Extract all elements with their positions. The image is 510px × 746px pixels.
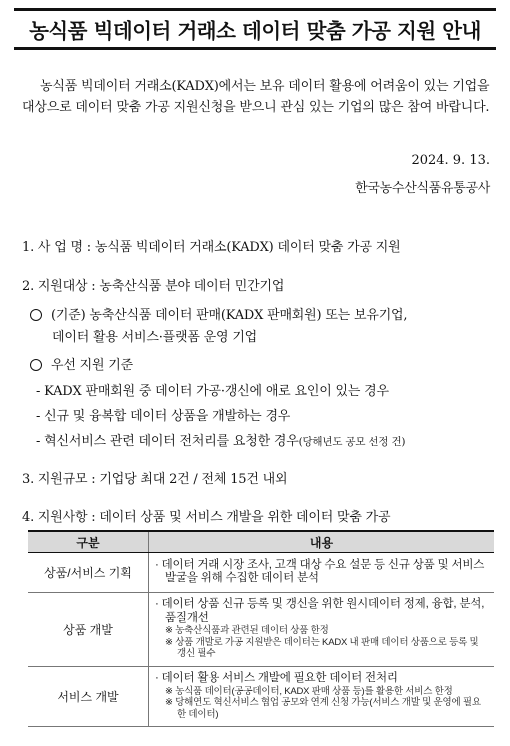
row-category: 서비스 개발: [28, 667, 149, 727]
row-bullet: · 데이터 활용 서비스 개발에 필요한 데이터 전처리: [155, 672, 398, 684]
support-scale: 3. 지원규모 : 기업당 최대 2건 / 전체 15건 내외: [22, 472, 288, 487]
priority-title-text: 우선 지원 기준: [51, 358, 134, 373]
circle-bullet-icon: [30, 309, 42, 321]
priority-item-3-text: - 혁신서비스 관련 데이터 전처리를 요청한 경우: [36, 434, 299, 449]
row-note: ※ 농축산식품과 관련된 데이터 상품 한정: [165, 625, 329, 637]
row-category: 상품/서비스 기획: [28, 553, 149, 593]
support-content: 4. 지원사항 : 데이터 상품 및 서비스 개발을 위한 데이터 맞춤 가공: [22, 510, 391, 525]
header-category: 구분: [28, 531, 149, 553]
row-note: ※ 당해연도 혁신서비스 협업 공모와 연계 신청 가능(서비스 개발 및 운영에 필요한 데이터): [165, 697, 481, 720]
target-base-line2: 데이터 활용 서비스·플랫폼 운영 기업: [52, 330, 258, 345]
priority-title: [30, 354, 133, 373]
row-content: [149, 667, 495, 727]
business-name: 1. 사 업 명 : 농식품 빅데이터 거래소(KADX) 데이터 맞춤 가공 지원: [22, 240, 401, 255]
row-content: [149, 593, 495, 667]
table-row: [28, 593, 494, 667]
table-header-row: [28, 531, 494, 553]
page-title: 농식품 빅데이터 거래소 데이터 맞춤 가공 지원 안내: [29, 19, 481, 43]
target-base-text: (기준) 농축산식품 데이터 판매(KADX 판매회원) 또는 보유기업,: [51, 308, 408, 323]
support-target: 2. 지원대상 : 농축산식품 분야 데이터 민간기업: [22, 279, 285, 294]
row-bullet: · 데이터 거래 시장 조사, 고객 대상 수요 설문 등 신규 상품 및 서비스 발굴을 위해 수집한 데이터 분석: [155, 558, 485, 584]
support-table: [28, 530, 494, 727]
organization-name: 한국농수산식품유통공사: [355, 181, 490, 196]
table-row: [28, 667, 494, 727]
title-box: [14, 8, 496, 50]
priority-item-3-note: (당해년도 공모 선정 건): [298, 436, 406, 448]
target-base-line1: [30, 304, 407, 323]
priority-item-1: - KADX 판매회원 중 데이터 가공·갱신에 애로 요인이 있는 경우: [36, 384, 389, 399]
header-content: 내용: [149, 531, 495, 553]
notice-date: 2024. 9. 13.: [411, 153, 490, 168]
circle-bullet-icon: [30, 359, 42, 371]
row-note: ※ 상품 개발로 가공 지원받은 데이터는 KADX 내 판매 데이터 상품으로 등록 및 갱신 필수: [165, 636, 479, 660]
priority-item-2: - 신규 및 융복합 데이터 상품을 개발하는 경우: [36, 409, 291, 424]
priority-item-3: [36, 430, 405, 449]
intro-paragraph: 농식품 빅데이터 거래소(KADX)에서는 보유 데이터 활용에 어려움이 있는 기업을 대상으로 데이터 맞춤 가공 지원신청을 받으니 관심 있는 기업의 많은 참여 바랍니다.: [22, 79, 490, 115]
table-row: [28, 553, 494, 593]
row-content: [149, 553, 495, 593]
row-bullet: · 데이터 상품 신규 등록 및 갱신을 위한 원시데이터 정제, 융합, 분석, 품질개선: [155, 598, 485, 624]
row-note: ※ 농식품 데이터(공공데이터, KADX 판매 상품 등)를 활용한 서비스 한정: [165, 685, 453, 697]
row-category: 상품 개발: [28, 593, 149, 667]
